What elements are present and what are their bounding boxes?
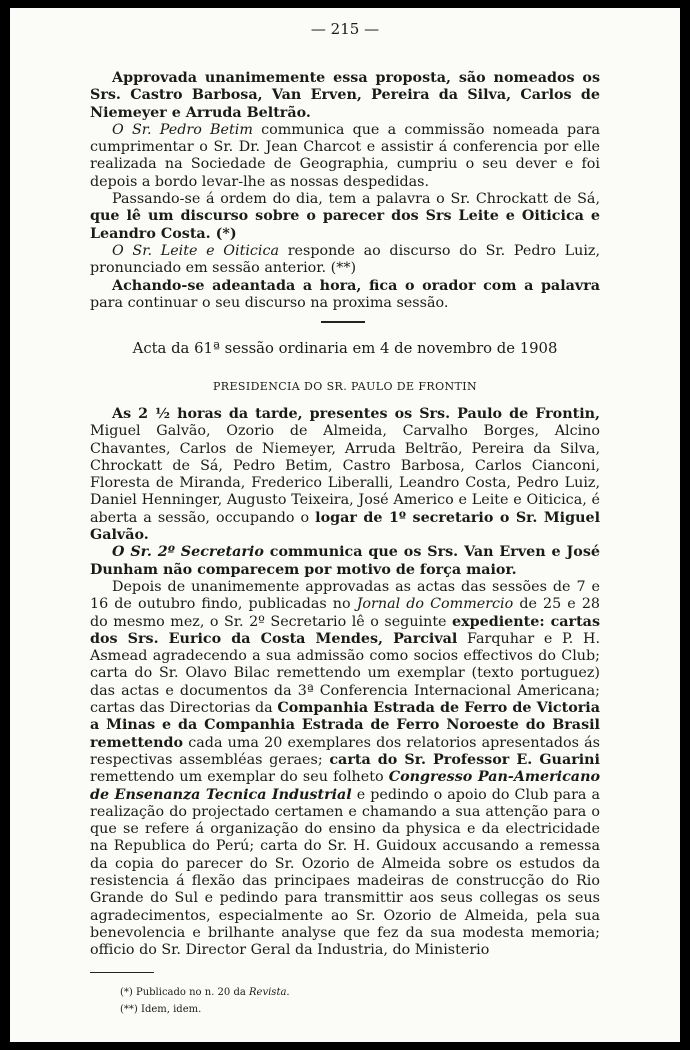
- footnote-1-text: Publicado no n. 20 da: [132, 987, 250, 998]
- approval-text: Approvada unanimemente essa proposta, são nomeados os Srs. Castro Barbosa, Van Erven, Pereira da Silva, Carlos de Niemeyer e Arruda Beltrão.: [90, 70, 600, 121]
- expedient-bold-2: Companhia Estrada de Ferro de Victoria a Minas e da Companhia Estrada de Ferro Noroeste do Brasil remettendo: [90, 700, 600, 751]
- footnote-1: [120, 984, 290, 1001]
- paragraph-late-hour: [90, 278, 600, 313]
- oiticica-text: responde ao discurso do Sr. Pedro Luiz, pronunciado em sessão anterior. (**): [90, 242, 600, 277]
- footnote-2: [120, 1001, 290, 1018]
- expedient-text-6: e pedindo o apoio do Club para a realização do projectado certamen e chamando a sua attenção para o que se refere á organização do ensino da physica e da electricidade na Republica do Perú; carta do Sr. H. Guidoux accusando a remessa da copia do parecer do Sr. Ozorio de Almeida sobre os estudos da resistencia á flexão das principaes madeiras de construcção do Rio Grande do Sul e pedindo para transmittir aos seus collegas os seus agradecimentos, especialmente ao Sr. Ozorio de Almeida, pela sua benevolencia e brilhante analyse que fez da sua modesta memoria; officio do Sr. Director Geral da Industria, do Ministerio: [90, 786, 600, 959]
- betim-text: communica que a commissão nomeada para cumprimentar o Sr. Dr. Jean Charcot e assistir á conferencia por elle realizada na Sociedade de Geographia, cumpriu o seu dever e foi depois a bordo levar-lhe as nossas despedidas.: [90, 121, 600, 190]
- attendance-bold-start: As 2 ½ horas da tarde, presentes os Srs. Paulo de Frontin,: [112, 406, 600, 422]
- footnotes: [120, 984, 290, 1018]
- paragraph-secretary: [90, 544, 600, 579]
- section-divider: [321, 321, 365, 323]
- expedient-text-3: Farquhar e P. H. Asmead agradecendo a sua admissão como socios effectivos do Club; carta do Sr. Olavo Bilac remettendo um exemplar (texto portuguez) das actas e documentos da 3ª Conferencia Internacional Americana; cartas das Directorias da: [90, 630, 601, 717]
- expedient-text-2: de 25 e 28 do mesmo mez, o Sr. 2º Secretario lê o seguinte: [90, 596, 601, 630]
- paragraph-approval: [90, 70, 600, 122]
- attendance-bold-end: logar de 1º secretario o Sr. Miguel Galvão.: [90, 509, 600, 544]
- paragraph-attendance: [90, 406, 600, 544]
- footnote-1-italic: Revista.: [249, 987, 290, 998]
- paragraph-oiticica: [90, 243, 600, 278]
- expedient-bold-3: carta do Sr. Professor E. Guarini: [329, 751, 600, 768]
- page-number: — 215 —: [310, 20, 380, 38]
- expedient-bold-1: expediente: cartas dos Srs. Eurico da Costa Mendes, Parcival: [90, 613, 600, 647]
- secretary-text: communica que os Srs. Van Erven e José Dunham não comparecem por motivo de força maior.: [90, 544, 600, 578]
- expedient-congress-title: Congresso Pan-Americano de Ensenanza Tecnica Industrial: [90, 769, 600, 803]
- previous-session-text: [90, 70, 600, 312]
- speaker-betim: O Sr. Pedro Betim: [112, 121, 253, 138]
- footnote-rule: [90, 972, 154, 973]
- document-page: [10, 8, 680, 1042]
- expedient-text-5: remettendo um exemplar do seu folheto: [90, 769, 389, 786]
- paragraph-order-of-day: [90, 191, 600, 243]
- late-hour-text: para continuar o seu discurso na proxima sessão.: [90, 294, 449, 311]
- session-minutes-text: [90, 406, 600, 960]
- presidency-subheading: PRESIDENCIA DO SR. PAULO DE FRONTIN: [212, 380, 478, 393]
- expedient-journal: Jornal do Commercio: [356, 596, 514, 613]
- speaker-oiticica: O Sr. Leite e Oiticica: [112, 242, 280, 259]
- paragraph-betim: [90, 122, 600, 191]
- expedient-text-1: Depois de unanimemente approvadas as actas das sessões de 7 e 16 de outubro findo, publicadas no: [90, 578, 600, 613]
- late-hour-bold: Achando-se adeantada a hora, fica o orador com a palavra: [112, 277, 600, 294]
- footnote-2-mark: (**): [120, 1004, 138, 1015]
- paragraph-expedient: [90, 579, 600, 960]
- attendance-text: Miguel Galvão, Ozorio de Almeida, Carvalho Borges, Alcino Chavantes, Carlos de Niemeyer, Arruda Beltrão, Pereira da Silva, Chrockatt de Sá, Pedro Betim, Castro Barbosa, Carlos Cianconi, Floresta de Miranda, Frederico Liberalli, Leandro Costa, Pedro Luiz, Daniel Henninger, Augusto Teixeira, José Americo e Leite e Oiticica, é aberta a sessão, occupando o: [90, 423, 600, 526]
- footnote-2-text: Idem, idem.: [137, 1004, 202, 1015]
- order-of-day-bold: que lê um discurso sobre o parecer dos Srs Leite e Oiticica e Leandro Costa. (*): [90, 208, 600, 242]
- footnote-1-mark: (*): [120, 987, 133, 998]
- session-heading: Acta da 61ª sessão ordinaria em 4 de novembro de 1908: [132, 340, 558, 357]
- order-of-day-text: Passando-se á ordem do dia, tem a palavra o Sr. Chrockatt de Sá,: [112, 191, 600, 208]
- expedient-text-4: cada uma 20 exemplares dos relatorios apresentados ás respectivas assembléas geraes;: [90, 734, 600, 768]
- speaker-secretary: O Sr. 2º Secretario: [112, 544, 264, 561]
